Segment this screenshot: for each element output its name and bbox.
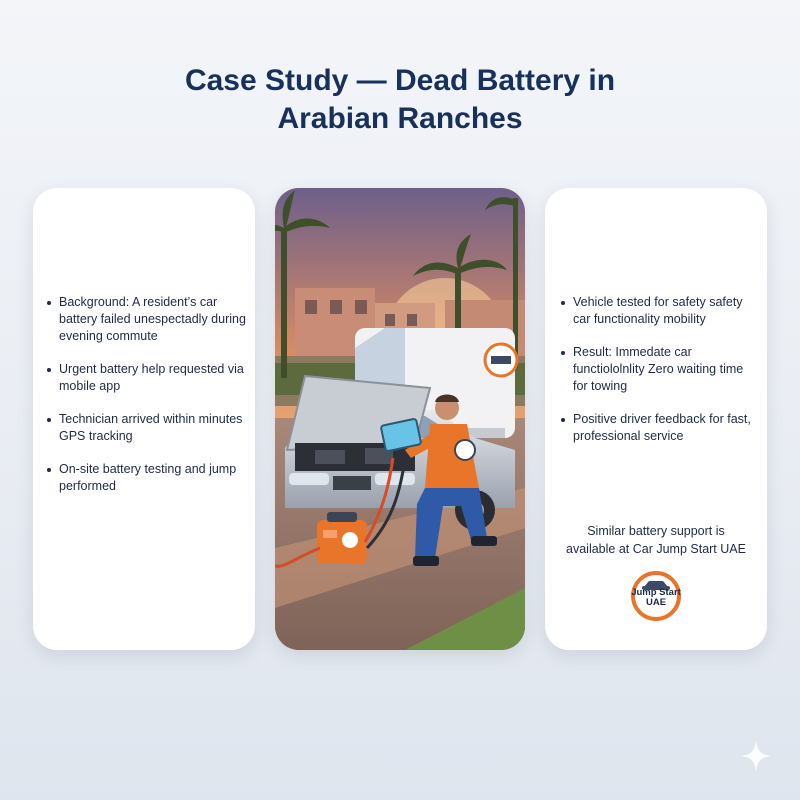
availability-line-2: available at Car Jump Start UAE <box>566 542 746 556</box>
list-item: On-site battery testing and jump performed <box>45 461 251 495</box>
jump-start-uae-logo <box>630 570 682 622</box>
list-item: Urgent battery help requested via mobile app <box>45 361 251 395</box>
left-info-card <box>33 188 255 650</box>
list-item: Background: A resident’s car battery failed unespectadly during evening commute <box>45 294 251 345</box>
technician-illustration <box>275 188 525 650</box>
illustration-svg <box>275 188 525 650</box>
logo-line-1: Jump Start <box>631 587 681 598</box>
list-item: Technician arrived within minutes GPS tracking <box>45 411 251 445</box>
page-title-line-1: Case Study — Dead Battery in <box>184 64 616 97</box>
right-info-card <box>545 188 767 650</box>
left-bullet-list <box>45 294 251 511</box>
list-item: Result: Immedate car functiololnlity Zero waiting time for towing <box>559 344 759 395</box>
availability-line-1: Similar battery support is <box>587 524 725 538</box>
logo-text <box>630 588 682 608</box>
list-item: Positive driver feedback for fast, professional service <box>559 411 759 445</box>
page-title-line-2: Arabian Ranches <box>277 102 523 135</box>
right-bullet-list <box>559 294 759 461</box>
sparkle-icon <box>738 738 774 774</box>
page-title <box>0 62 800 138</box>
availability-note <box>545 522 767 558</box>
logo-line-2: UAE <box>645 597 667 608</box>
list-item: Vehicle tested for safety safety car functionality mobility <box>559 294 759 328</box>
